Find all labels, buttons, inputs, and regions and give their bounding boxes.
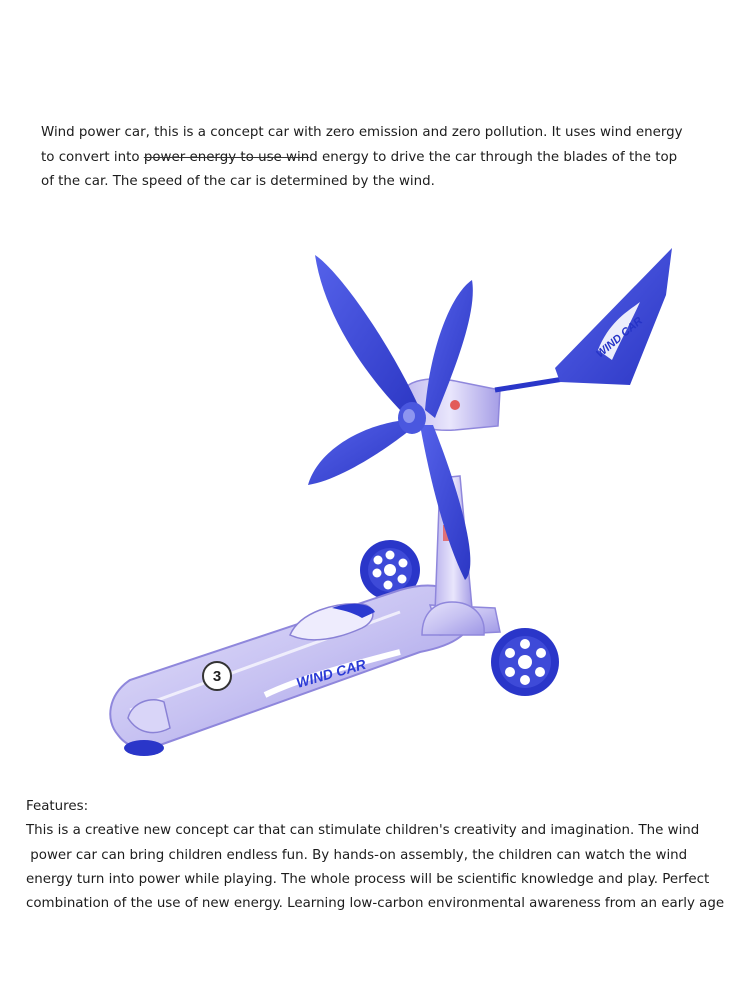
- number-badge: 3: [212, 668, 222, 685]
- tail-vane: [495, 248, 672, 390]
- product-description: [41, 121, 711, 195]
- wing-logo-text: WIND CAR: [594, 314, 645, 361]
- features-line-2: power car can bring children endless fun. By hands-on assembly, the children can watch the wind: [26, 847, 688, 863]
- description-line-2-start: to convert into: [41, 149, 144, 165]
- description-line-2-end: d energy to drive the car through the blades of the top: [309, 149, 678, 165]
- features-line-4: combination of the use of new energy. Learning low-carbon environmental awareness from an early age: [26, 896, 725, 912]
- wind-car-illustration: [100, 240, 680, 770]
- description-line-2: [41, 146, 711, 171]
- description-struck-text: power energy to use win: [143, 149, 310, 165]
- wind-car-product-image: [100, 240, 680, 770]
- car-body: [110, 586, 470, 756]
- body-logo-text: WIND CAR: [294, 655, 368, 691]
- features-section: [26, 795, 741, 916]
- description-line-3: of the car. The speed of the car is determined by the wind.: [41, 174, 435, 189]
- description-line-1: Wind power car, this is a concept car with zero emission and zero pollution. It uses wind energy: [41, 125, 683, 140]
- features-line-1: This is a creative new concept car that can stimulate children's creativity and imagination. The wind: [26, 823, 700, 839]
- front-wheel: [491, 628, 559, 696]
- features-heading: Features:: [26, 799, 89, 814]
- features-line-3: energy turn into power while playing. The whole process will be scientific knowledge and play. Perfect: [26, 871, 710, 887]
